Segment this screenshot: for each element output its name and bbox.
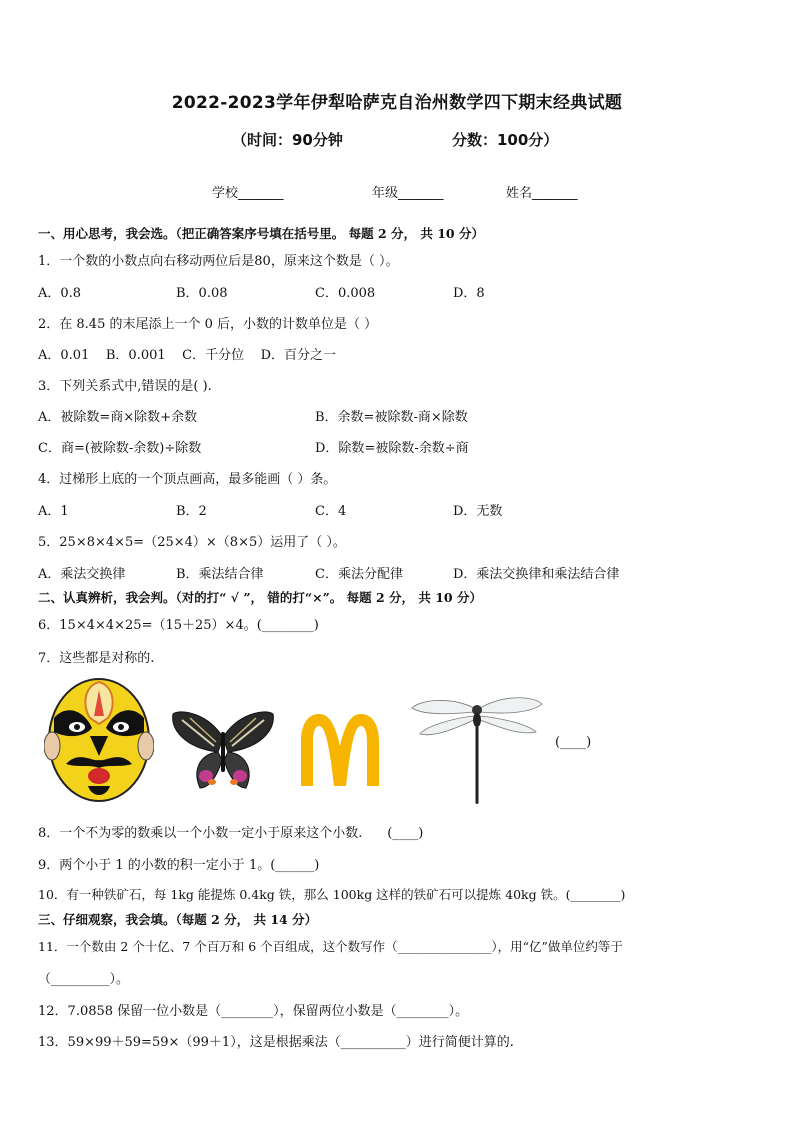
q2-options: A．0.01 B．0.001 C．千分位 D．百分之一 (38, 348, 337, 363)
q5-option-b: B．乘法结合律 (176, 567, 264, 582)
q1-option-a: A．0.8 (38, 286, 82, 301)
q3-option-d: D．除数=被除数-余数÷商 (315, 441, 469, 456)
exam-score: 分数：100分） (452, 131, 559, 149)
q5-option-c: C．乘法分配律 (315, 567, 403, 582)
opera-mask-image (44, 676, 154, 804)
question-9: 9．两个小于 1 的小数的积一定小于 1。(______) (38, 858, 320, 873)
exam-time: （时间：90分钟 (232, 131, 343, 149)
question-2: 2．在 8.45 的末尾添上一个 0 后，小数的计数单位是（ ） (38, 317, 378, 332)
mcdonalds-logo-image (297, 712, 383, 788)
question-6: 6．15×4×4×25=（15＋25）×4。(________) (38, 618, 319, 633)
question-10: 10．有一种铁矿石，每 1kg 能提炼 0.4kg 铁，那么 100kg 这样的铁矿石可以提炼 40kg 铁。(________) (38, 887, 626, 902)
question-11-continued: （_________）。 (38, 972, 130, 987)
q1-option-d: D．8 (453, 286, 485, 301)
butterfly-image (170, 708, 276, 792)
q7-answer-blank: (____) (555, 735, 592, 750)
question-7: 7．这些都是对称的. (38, 651, 155, 666)
school-field: 学校_______ (212, 186, 284, 201)
question-12: 12．7.0858 保留一位小数是（________），保留两位小数是（________）。 (38, 1004, 469, 1019)
q3-option-a: A．被除数=商×除数+余数 (38, 410, 198, 425)
name-field: 姓名_______ (506, 186, 578, 201)
dragonfly-image (410, 690, 544, 806)
question-5: 5．25×8×4×5=（25×4）×（8×5）运用了（ ）。 (38, 535, 346, 550)
question-4: 4．过梯形上底的一个顶点画高，最多能画（ ）条。 (38, 472, 337, 487)
question-1: 1．一个数的小数点向右移动两位后是80，原来这个数是（ ）。 (38, 254, 399, 269)
question-13: 13．59×99＋59=59×（99＋1），这是根据乘法（__________）进行简便计算的. (38, 1035, 514, 1050)
q3-option-b: B．余数=被除数-商×除数 (315, 410, 468, 425)
section2-heading: 二、认真辨析，我会判。（对的打“ √ ”， 错的打“×”。 每题 2 分， 共 10 分） (38, 590, 482, 605)
page-title: 2022-2023学年伊犁哈萨克自治州数学四下期末经典试题 (171, 93, 623, 113)
q1-option-b: B．0.08 (176, 286, 228, 301)
q5-option-a: A．乘法交换律 (38, 567, 126, 582)
q5-option-d: D．乘法交换律和乘法结合律 (453, 567, 620, 582)
q4-option-d: D．无数 (453, 504, 503, 519)
section1-heading: 一、用心思考，我会选。（把正确答案序号填在括号里。 每题 2 分， 共 10 分） (38, 226, 484, 241)
q4-option-b: B．2 (176, 504, 207, 519)
question-11: 11．一个数由 2 个十亿、7 个百万和 6 个百组成，这个数写作（_______________），用“亿”做单位约等于 (38, 939, 623, 954)
question-8: 8．一个不为零的数乘以一个小数一定小于原来这个小数. (____) (38, 826, 424, 841)
grade-field: 年级_______ (372, 186, 444, 201)
section3-heading: 三、仔细观察，我会填。（每题 2 分， 共 14 分） (38, 912, 318, 927)
q4-option-c: C．4 (315, 504, 347, 519)
question-3: 3．下列关系式中,错误的是( ). (38, 379, 212, 394)
q1-option-c: C．0.008 (315, 286, 376, 301)
q4-option-a: A．1 (38, 504, 69, 519)
q3-option-c: C．商=(被除数-余数)÷除数 (38, 441, 202, 456)
